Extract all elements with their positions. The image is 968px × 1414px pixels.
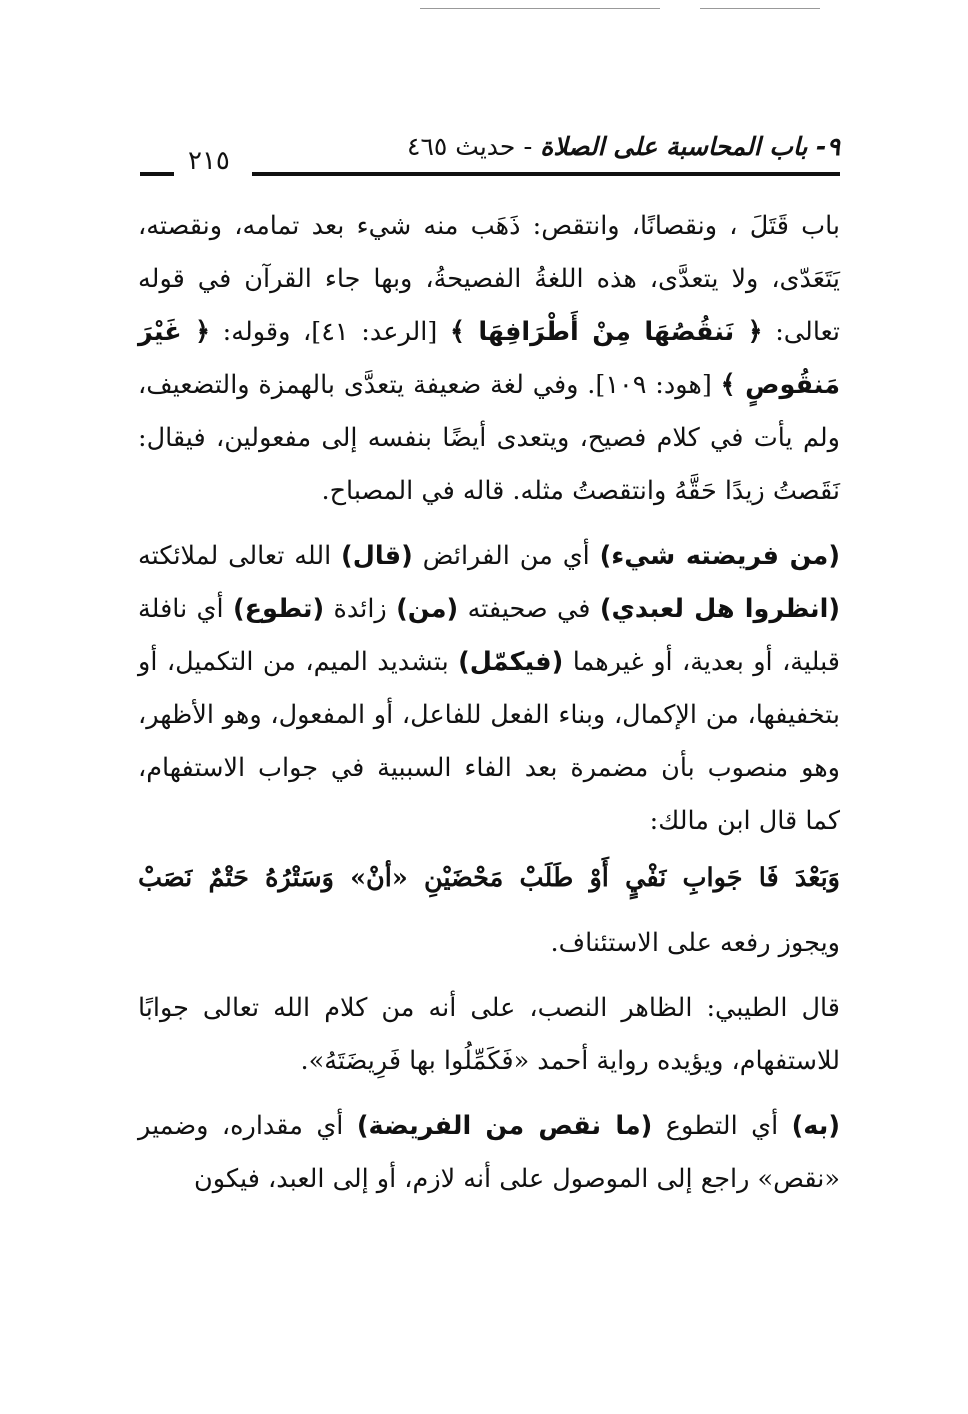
hadith-phrase: (انظروا هل لعبدي) <box>599 594 841 624</box>
top-margin-rule <box>700 8 820 9</box>
page-number: ٢١٥ <box>188 146 230 176</box>
quran-quote: ﴿ غَيْرَ مَنقُوصٍ ﴾ <box>138 317 840 400</box>
header-rule <box>252 172 840 176</box>
page-body <box>138 200 840 1206</box>
hadith-phrase: (من فريضته شيء) <box>599 541 840 571</box>
header-rule-short <box>140 172 174 176</box>
hadith-phrase: (به) <box>791 1111 840 1141</box>
hadith-phrase: (ما نقص من الفريضة) <box>356 1111 653 1141</box>
paragraph: ويجوز رفعه على الاستئناف. <box>550 928 840 958</box>
hadith-phrase: (تطوع) <box>232 594 325 624</box>
paragraph: (به) أي التطوع (ما نقص من الفريضة) أي مقداره، وضمير «نقص» راجع إلى الموصول على أنه لازم، أو إلى العبد، فيكون <box>138 1111 840 1194</box>
paragraph: (من فريضته شيء) أي من الفرائض (قال) الله تعالى لملائكته (انظروا هل لعبدي) في صحيفته (من) زائدة (تطوع) أي نافلة قبلية، أو بعدية، أو غيرهما (فيكمّل) بتشديد الميم، من التكميل، أو بتخفيفها، من الإكمال، وبناء الفعل للفاعل، أو المفعول، وهو الأظهر، وهو منصوب بأن مضمرة بعد الفاء السببية في جواب الاستفهام، كما قال ابن مالك: <box>138 541 841 836</box>
chapter-title: ٩- باب المحاسبة على الصلاة - حديث ٤٦٥ <box>407 132 840 161</box>
quran-quote: ﴿ نَنقُصُهَا مِنْ أَطْرَافِهَا ﴾ <box>449 317 763 347</box>
hadith-phrase: (فيكمّل) <box>458 647 564 677</box>
poetry-verse: وَبَعْدَ فَا جَوابِ نَفْيٍ أَوْ طَلَبْ مَحْضَيْنِ «أنْ» وَسَتْرُهُ حَتْمٌ نَصَبْ <box>138 863 840 893</box>
hadith-number: - حديث ٤٦٥ <box>407 132 541 161</box>
running-header <box>140 128 840 176</box>
paragraph: قال الطيبي: الظاهر النصب، على أنه من كلام الله تعالى جوابًا للاستفهام، ويؤيده رواية أحمد «فَكَمِّلُوا بها فَرِيضَتَهُ». <box>138 993 840 1076</box>
hadith-phrase: (من) <box>396 594 459 624</box>
top-margin-rule <box>420 8 660 9</box>
hadith-phrase: (قال) <box>341 541 413 571</box>
paragraph: باب قَتَلَ ، ونقصانًا، وانتقص: ذَهَب منه شيء بعد تمامه، ونقصته، يَتَعَدّى، ولا يتعدَّى، هذه اللغةُ الفصيحةُ، وبها جاء القرآن في قوله تعالى: ﴿ نَنقُصُهَا مِنْ أَطْرَافِهَا ﴾ [الرعد: ٤١]، وقوله: ﴿ غَيْرَ مَنقُوصٍ ﴾ [هود: ١٠٩]. وفي لغة ضعيفة يتعدَّى بالهمزة والتضعيف، ولم يأت في كلام فصيح، ويتعدى أيضًا بنفسه إلى مفعولين، فيقال: نَقَصتُ زيدًا حَقَّهُ وانتقصتُ مثله. قاله في المصباح. <box>138 211 840 506</box>
